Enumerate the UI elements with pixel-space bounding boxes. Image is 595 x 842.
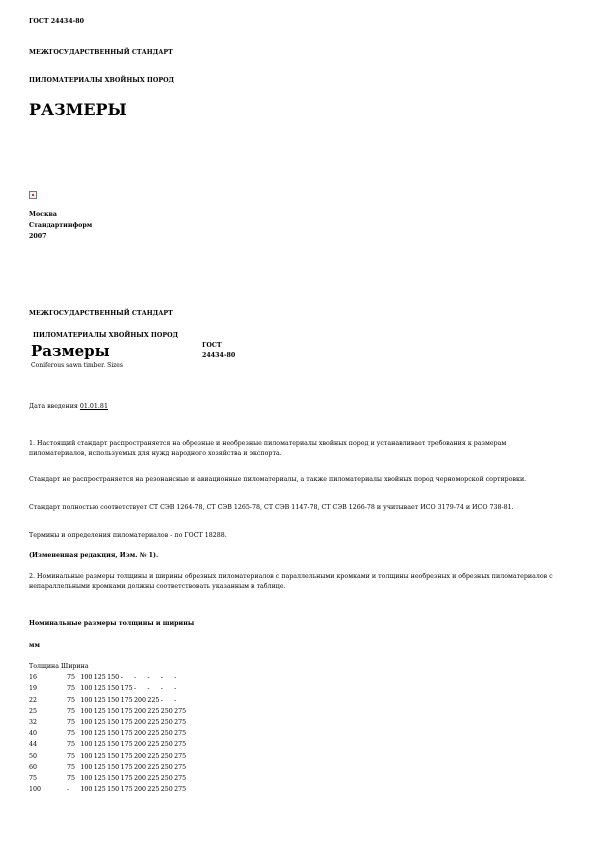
width-cell: 125 (93, 696, 106, 704)
width-cell: 150 (107, 786, 120, 794)
publisher-name: Стандартинформ (29, 222, 93, 229)
table-row (29, 672, 188, 683)
width-cell: 75 (67, 763, 76, 771)
thickness-cell: 50 (29, 752, 38, 760)
width-cell: 125 (93, 741, 106, 749)
width-cell: 75 (67, 752, 76, 760)
width-cell: 150 (107, 696, 120, 704)
thickness-cell: 44 (29, 741, 38, 749)
width-cell: 125 (93, 707, 106, 715)
intro-date (29, 403, 108, 410)
width-cell: 175 (120, 763, 133, 771)
width-cell: - (133, 685, 137, 693)
width-cell: 175 (120, 707, 133, 715)
width-cell: 225 (147, 786, 160, 794)
width-cell: 275 (174, 763, 187, 771)
width-cell: - (133, 674, 137, 682)
width-cell: 225 (147, 752, 160, 760)
width-cell: - (67, 786, 70, 794)
width-cell: 200 (133, 719, 146, 727)
width-cell: - (174, 674, 177, 682)
width-cell: - (120, 674, 123, 682)
width-cell: 150 (107, 719, 120, 727)
paragraph-amendment: (Измененная редакция, Изм. № 1). (29, 552, 159, 559)
width-cell: - (160, 685, 163, 693)
width-cell: - (174, 696, 177, 704)
intro-date-link[interactable]: 01.01.81 (79, 403, 108, 410)
width-cell: 250 (160, 707, 173, 715)
table-body (29, 672, 188, 795)
table-row (29, 717, 188, 728)
width-cell: 225 (147, 730, 160, 738)
table-row (29, 762, 188, 773)
page-title: РАЗМЕРЫ (29, 100, 127, 119)
thickness-cell: 22 (29, 696, 38, 704)
width-cell: 225 (147, 696, 160, 704)
width-cell: 125 (93, 685, 106, 693)
paragraph-terms-text: Термины и определения пиломатериалов - по ГОСТ 18288. (29, 532, 227, 539)
width-cell: 100 (80, 730, 93, 738)
width-cell: 175 (120, 786, 133, 794)
paragraph-1: 1. Настоящий стандарт распространяется на обрезные и необрезные пиломатериалы хвойных пород и устанавливает требования к размерам пиломатериалов, используемых для нужд народного хозяйства и экспорта. (29, 440, 507, 457)
width-cell: 250 (160, 752, 173, 760)
width-cell: 250 (160, 741, 173, 749)
table-row (29, 683, 188, 694)
width-cell: 275 (174, 719, 187, 727)
width-cell: 250 (160, 786, 173, 794)
title-block-title: Размеры (31, 342, 110, 360)
publisher-year: 2007 (29, 233, 47, 240)
sizes-table (29, 661, 188, 795)
width-cell: 100 (80, 719, 93, 727)
width-cell: 100 (80, 674, 93, 682)
paragraph-2: Стандарт не распространяется на резонансные и авиационные пиломатериалы, а также пиломатериалы хвойных пород черноморской сортировки. (29, 476, 527, 483)
width-cell: 175 (120, 775, 133, 783)
width-cell: 125 (93, 752, 106, 760)
width-cell: 175 (120, 752, 133, 760)
thickness-cell: 100 (29, 786, 42, 794)
width-cell: 225 (147, 719, 160, 727)
width-cell: 275 (174, 730, 187, 738)
width-cell: 125 (93, 786, 106, 794)
width-cell: 200 (133, 752, 146, 760)
width-cell: 75 (67, 730, 76, 738)
thickness-cell: 32 (29, 719, 38, 727)
width-cell: 125 (93, 719, 106, 727)
width-cell: 275 (174, 775, 187, 783)
table-row (29, 706, 188, 717)
width-cell: 100 (80, 685, 93, 693)
table-header-row (29, 661, 188, 672)
width-cell: 75 (67, 674, 76, 682)
thickness-cell: 75 (29, 775, 38, 783)
width-cell: 150 (107, 685, 120, 693)
width-cell: 275 (174, 707, 187, 715)
width-cell: 100 (80, 707, 93, 715)
paragraph-terms (29, 531, 559, 541)
table-row (29, 784, 188, 795)
width-cell: 75 (67, 707, 76, 715)
width-cell: 200 (133, 730, 146, 738)
width-cell: 150 (107, 730, 120, 738)
width-cell: - (147, 685, 150, 693)
table-unit: мм (29, 642, 40, 649)
width-cell: 200 (133, 786, 146, 794)
width-cell: 100 (80, 696, 93, 704)
paragraph-3: Стандарт полностью соответствует СТ СЭВ 1264-78, СТ СЭВ 1265-78, СТ СЭВ 1147-78, СТ СЭВ 1266-78 и учитывает ИСО 3179-74 и ИСО 738-81. (29, 504, 514, 511)
width-cell: 200 (133, 775, 146, 783)
width-cell: 125 (93, 730, 106, 738)
width-cell: 100 (80, 741, 93, 749)
title-block-gost-label: ГОСТ (202, 342, 222, 349)
width-cell: 175 (120, 696, 133, 704)
table-row (29, 739, 188, 750)
title-block-subject: ПИЛОМАТЕРИАЛЫ ХВОЙНЫХ ПОРОД (33, 332, 179, 339)
width-cell: 125 (93, 763, 106, 771)
width-cell: 75 (67, 685, 76, 693)
width-cell: 275 (174, 786, 187, 794)
width-cell: 200 (133, 763, 146, 771)
width-cell: 150 (107, 763, 120, 771)
width-cell: 175 (120, 741, 133, 749)
width-cell: 175 (120, 719, 133, 727)
width-cell: 150 (107, 707, 120, 715)
width-cell: 200 (133, 741, 146, 749)
width-cell: 150 (107, 674, 120, 682)
width-cell: 175 (120, 730, 133, 738)
width-cell: 275 (174, 741, 187, 749)
table-row (29, 773, 188, 784)
width-cell: 200 (133, 707, 146, 715)
width-cell: 200 (133, 696, 146, 704)
title-block-standard-type: МЕЖГОСУДАРСТВЕННЫЙ СТАНДАРТ (29, 310, 173, 317)
width-cell: 275 (174, 752, 187, 760)
width-cell: 250 (160, 730, 173, 738)
table-row (29, 695, 188, 706)
broken-image-icon (29, 191, 37, 199)
title-block-gost-code: 24434-80 (202, 352, 236, 359)
paragraph-sizes: 2. Номинальные размеры толщины и ширины обрезных пиломатериалов с параллельными кромками и толщины необрезных и обрезных пиломатериалов с непараллельными кромками должны соответствовать указанным в таблице. (29, 573, 553, 590)
english-title: Coniferous sawn timber. Sizes (31, 362, 123, 369)
width-cell: 225 (147, 707, 160, 715)
width-cell: 75 (67, 775, 76, 783)
width-cell: 150 (107, 752, 120, 760)
width-cell: - (160, 674, 163, 682)
width-cell: 250 (160, 763, 173, 771)
table-caption: Номинальные размеры толщины и ширины (29, 620, 195, 627)
width-cell: - (147, 674, 150, 682)
width-cell: 225 (147, 741, 160, 749)
width-cell: 75 (67, 719, 76, 727)
width-cell: 125 (93, 775, 106, 783)
table-header (29, 661, 188, 672)
width-cell: - (174, 685, 177, 693)
subject-heading: ПИЛОМАТЕРИАЛЫ ХВОЙНЫХ ПОРОД (29, 77, 175, 84)
thickness-cell: 60 (29, 763, 38, 771)
width-cell: 250 (160, 719, 173, 727)
thickness-cell: 16 (29, 674, 38, 682)
width-cell: 75 (67, 696, 76, 704)
width-cell: 225 (147, 775, 160, 783)
width-cell: 100 (80, 775, 93, 783)
width-cell: 250 (160, 775, 173, 783)
thickness-cell: 19 (29, 685, 38, 693)
width-cell: 100 (80, 786, 93, 794)
intro-date-label: Дата введения (29, 403, 80, 410)
table-row (29, 751, 188, 762)
width-cell: 225 (147, 763, 160, 771)
header-thickness: Толщина (29, 663, 59, 670)
width-cell: 100 (80, 752, 93, 760)
width-cell: 150 (107, 741, 120, 749)
width-cell: 100 (80, 763, 93, 771)
standard-type: МЕЖГОСУДАРСТВЕННЫЙ СТАНДАРТ (29, 49, 173, 56)
thickness-cell: 40 (29, 730, 38, 738)
width-cell: - (160, 696, 163, 704)
gost-number: ГОСТ 24434-80 (29, 18, 85, 25)
width-cell: 150 (107, 775, 120, 783)
width-cell: 175 (120, 685, 133, 693)
thickness-cell: 25 (29, 707, 38, 715)
width-cell: 75 (67, 741, 76, 749)
publisher-city: Москва (29, 211, 58, 218)
width-cell: 125 (93, 674, 106, 682)
table-row (29, 728, 188, 739)
header-width: Ширина (61, 663, 89, 670)
